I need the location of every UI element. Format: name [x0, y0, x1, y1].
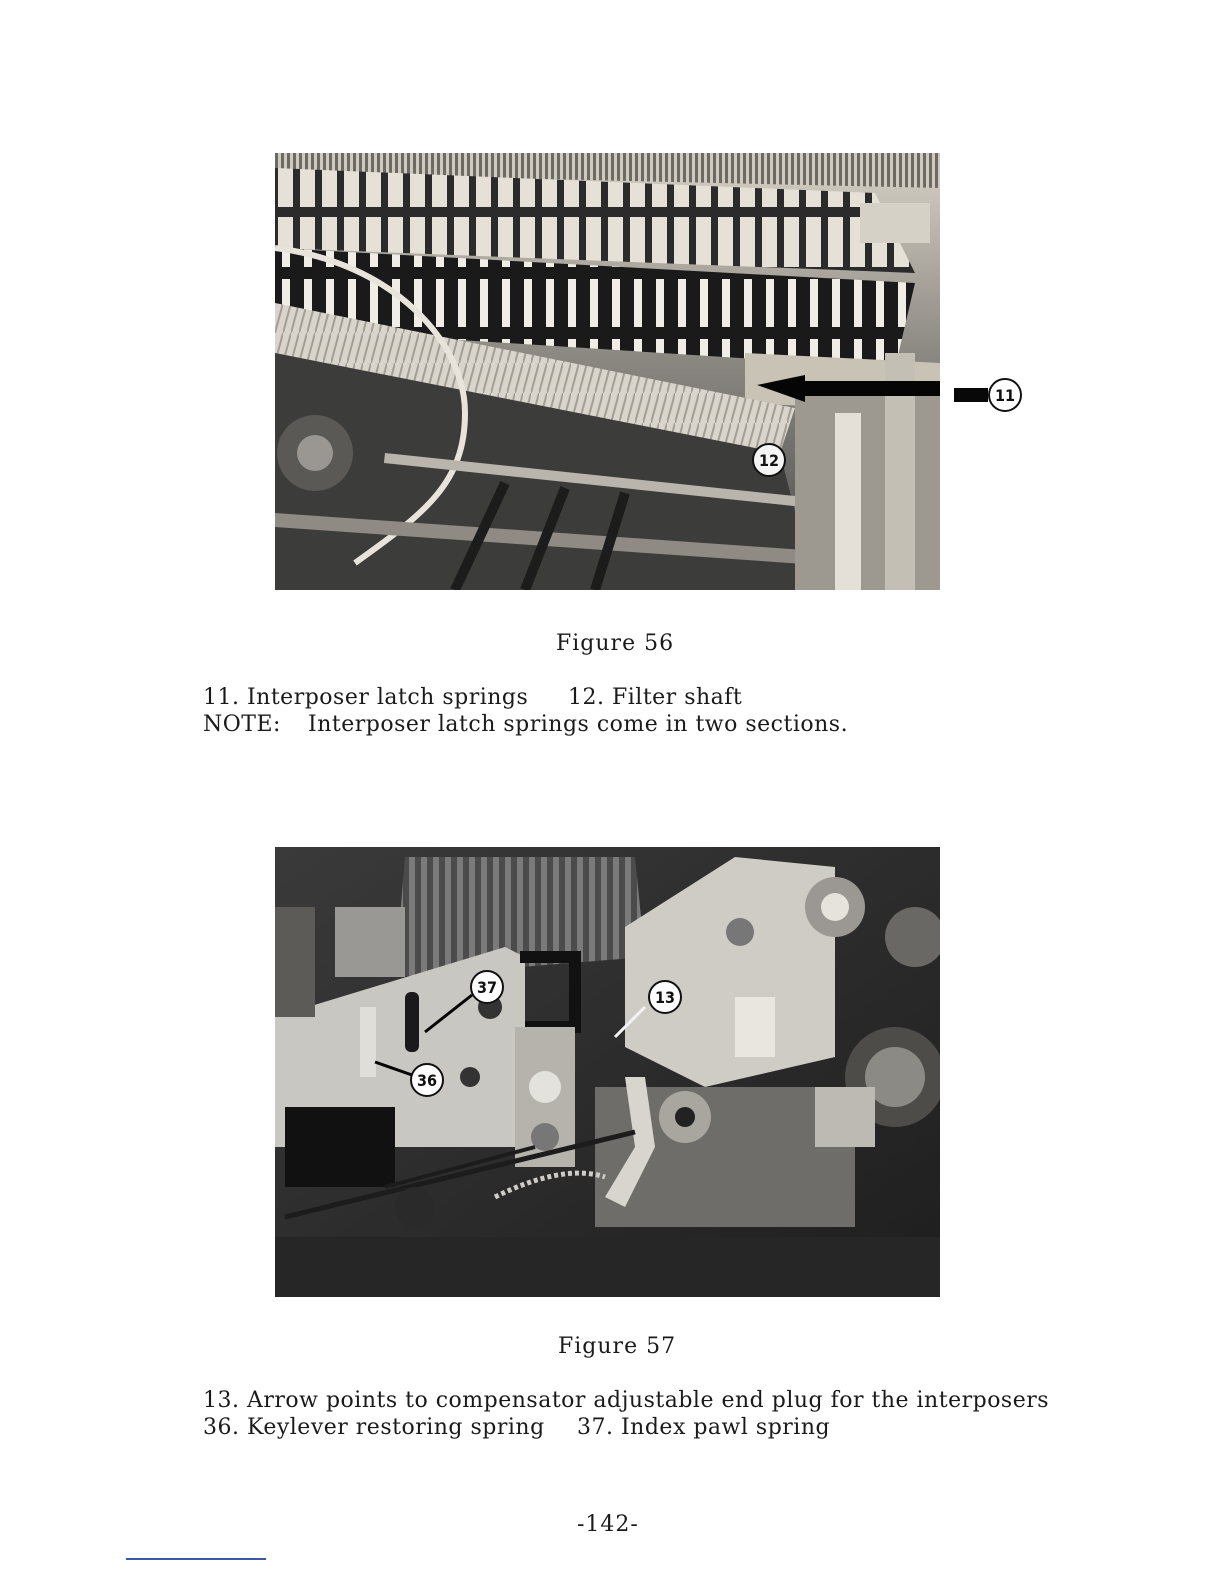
callout-11-leader — [954, 388, 988, 402]
callout-36: 36 — [410, 1063, 444, 1097]
figure-56-illustration — [275, 153, 940, 590]
figure-57-legend-item-13: 13. Arrow points to compensator adjustable end plug for the interposers — [203, 1388, 1050, 1413]
figure-57-photo — [275, 847, 940, 1297]
callout-11: 11 — [988, 378, 1022, 412]
figure-56-note-text: Interposer latch springs come in two sections. — [308, 712, 849, 737]
footnote-rule — [126, 1558, 266, 1560]
figure-57-title: Figure 57 — [558, 1334, 677, 1359]
callout-12: 12 — [752, 443, 786, 477]
figure-56-photo — [275, 153, 940, 590]
figure-57-illustration — [275, 847, 940, 1297]
figure-56-legend-item-11: 11. Interposer latch springs — [203, 685, 529, 710]
figure-57-legend-item-36: 36. Keylever restoring spring — [203, 1415, 545, 1440]
figure-56-legend-item-12: 12. Filter shaft — [568, 685, 743, 710]
callout-37: 37 — [470, 970, 504, 1004]
callout-13: 13 — [648, 980, 682, 1014]
figure-57-legend-item-37: 37. Index pawl spring — [577, 1415, 831, 1440]
page-number: -142- — [577, 1512, 639, 1537]
figure-56-title: Figure 56 — [556, 631, 675, 656]
figure-56-note-label: NOTE: — [203, 712, 281, 737]
